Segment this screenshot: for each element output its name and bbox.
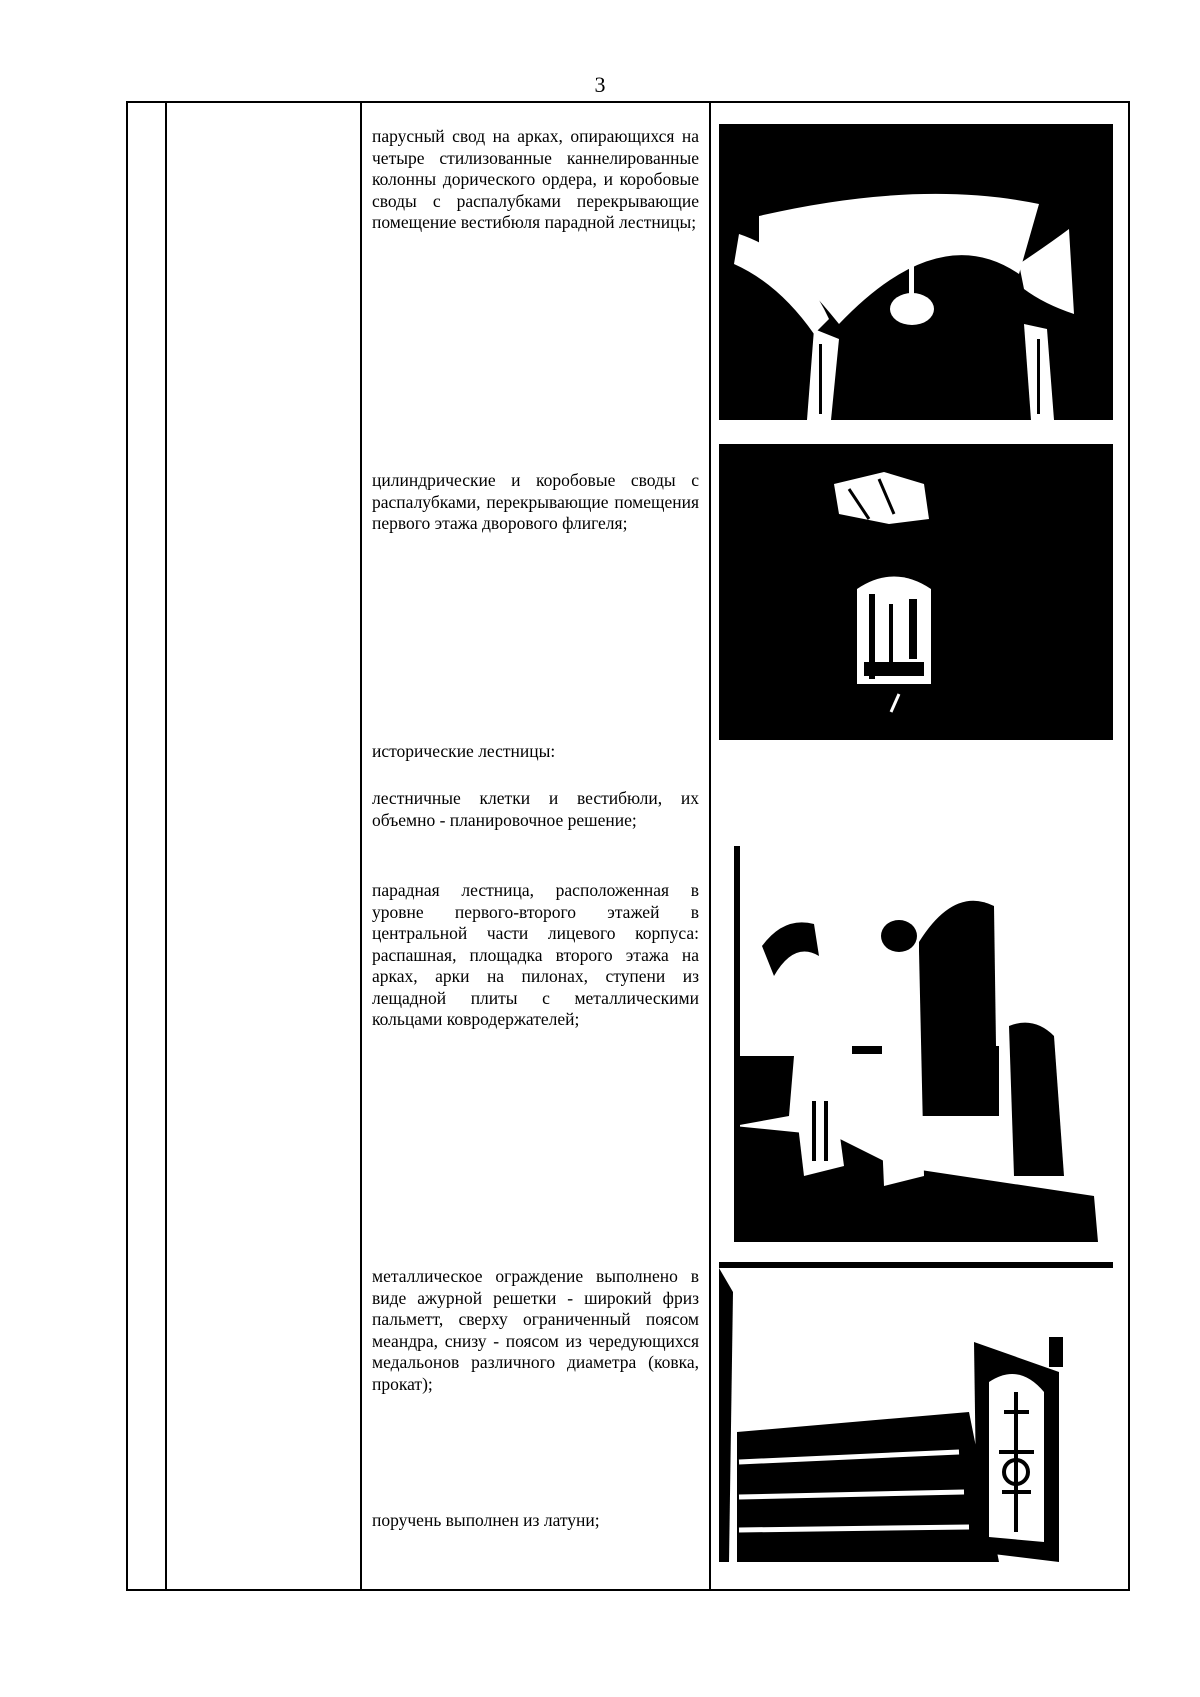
item-cylindrical-vaults-description: цилиндрические и коробовые своды с распалубками, перекрывающие помещения первого этажа дворового флигеля; (372, 470, 699, 533)
item-railing-description: металлическое ограждение выполнено в виде ажурной решетки - широкий фриз пальметт, сверху ограниченный поясом меандра, снизу - поясом из чередующихся медальонов различного диаметра (ковка, прокат); (372, 1266, 699, 1394)
item-handrail-description: поручень выполнен из латуни; (372, 1510, 600, 1530)
item-main-staircase-description: парадная лестница, расположенная в уровне первого-второго этажей в центральной части лицевого корпуса: распашная, площадка второго этажа на арках, арки на пилонах, ступени из лещадной плиты с металлическими кольцами ковродержателей; (372, 880, 699, 1029)
photo-cylindrical-vaults (719, 444, 1113, 740)
column-divider-1 (165, 101, 167, 1591)
photo-sail-vault (719, 124, 1113, 420)
page-number: 3 (594, 72, 606, 97)
column-divider-2 (360, 101, 362, 1591)
item-historic-stairs-heading: исторические лестницы: (372, 741, 556, 761)
item-stairwells-description: лестничные клетки и вестибюли, их объемно - планировочное решение; (372, 788, 699, 830)
item-vault-description: парусный свод на арках, опирающихся на четыре стилизованные каннелированные колонны дорического ордера, и коробовые своды с распалубками перекрывающие помещение вестибюля парадной лестницы; (372, 126, 699, 232)
photo-main-staircase (734, 846, 1098, 1242)
photo-metal-railing (719, 1262, 1113, 1562)
column-divider-3 (709, 101, 711, 1591)
